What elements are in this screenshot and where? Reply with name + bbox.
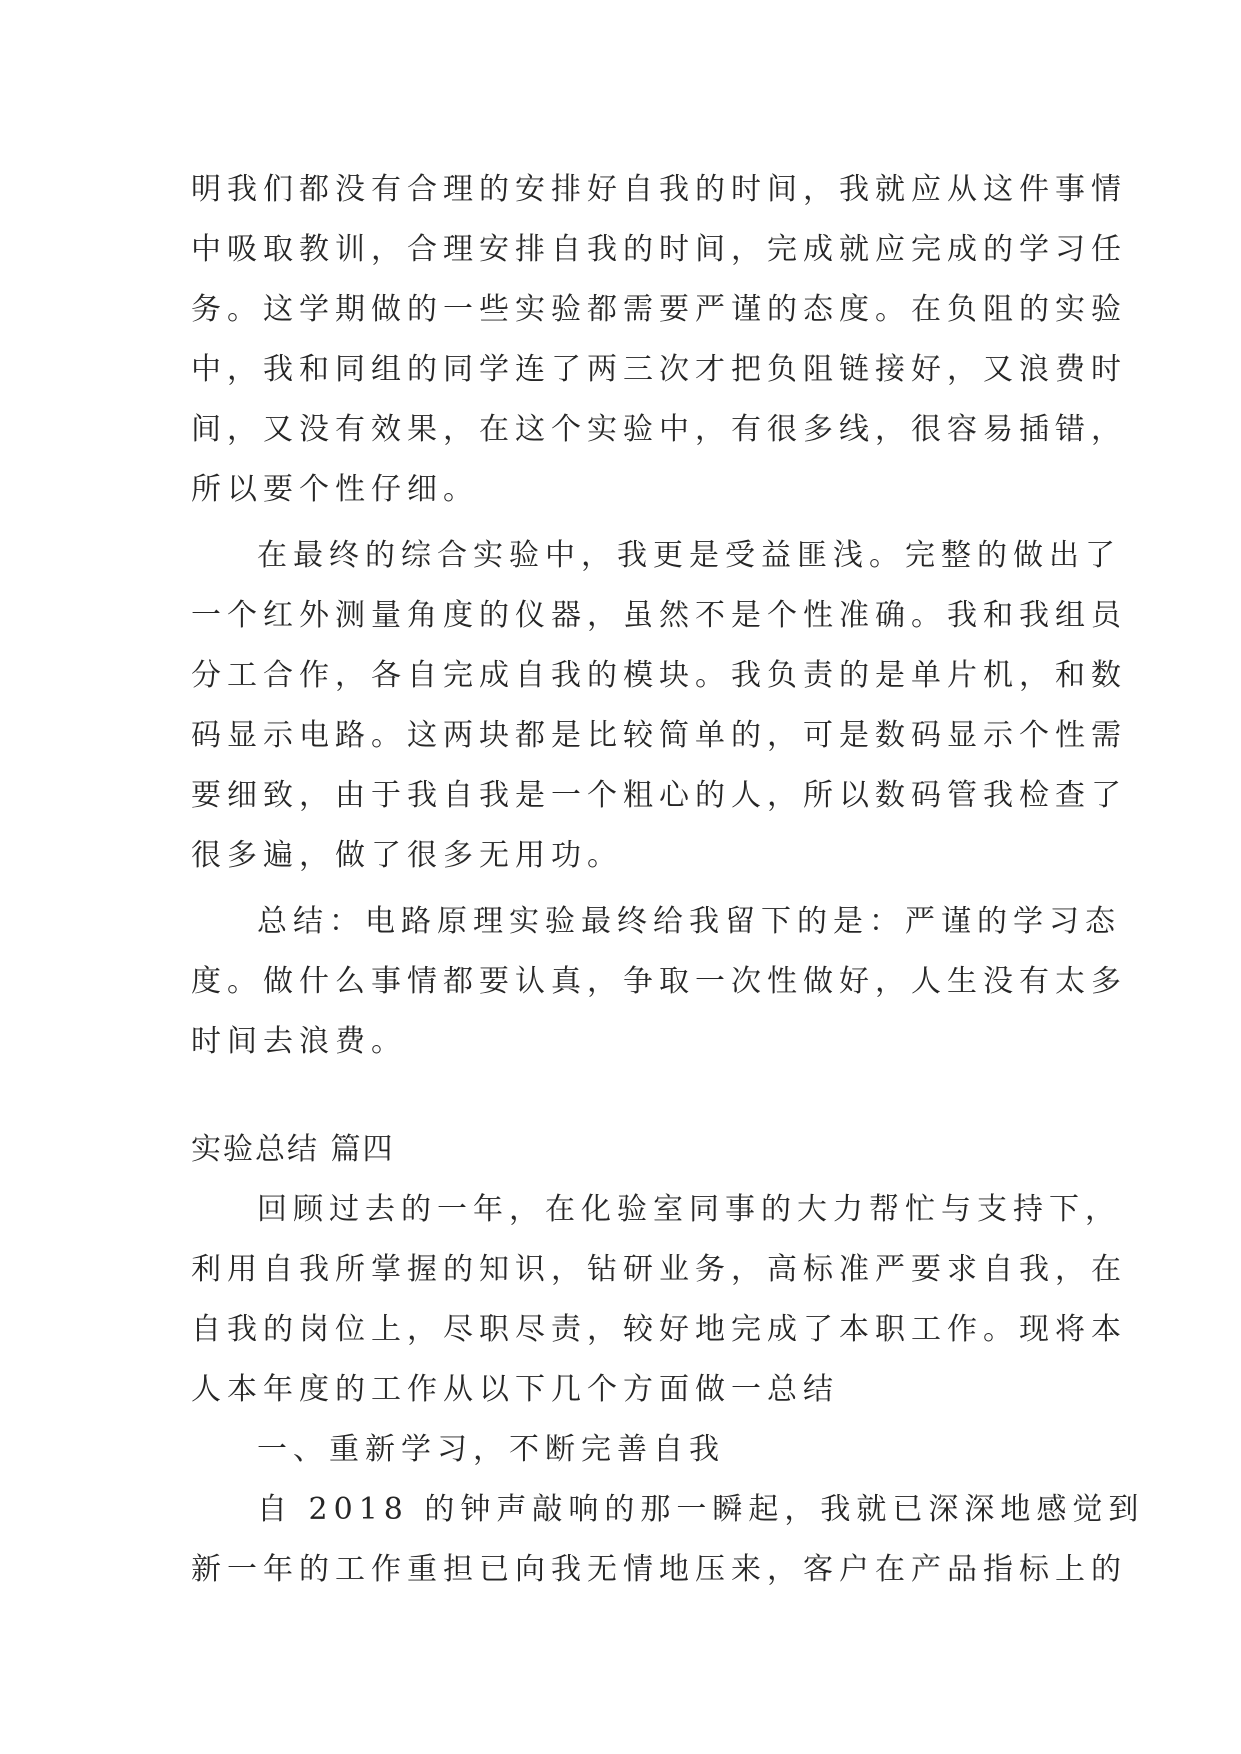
text-line: 新一年的工作重担已向我无情地压来，客户在产品指标上的 <box>191 1552 1127 1587</box>
text-line: 一、重新学习，不断完善自我 <box>257 1432 725 1467</box>
text-line: 自 2018 的钟声敲响的那一瞬起，我就已深深地感觉到 <box>257 1492 1145 1527</box>
text-line: 间，又没有效果，在这个实验中，有很多线，很容易插错， <box>191 412 1127 447</box>
text-line: 总结：电路原理实验最终给我留下的是：严谨的学习态 <box>257 904 1121 939</box>
text-line: 很多遍，做了很多无用功。 <box>191 838 623 873</box>
text-line: 自我的岗位上，尽职尽责，较好地完成了本职工作。现将本 <box>191 1312 1127 1347</box>
text-line: 中，我和同组的同学连了两三次才把负阻链接好，又浪费时 <box>191 352 1127 387</box>
text-line: 中吸取教训，合理安排自我的时间，完成就应完成的学习任 <box>191 232 1127 267</box>
text-line: 明我们都没有合理的安排好自我的时间，我就应从这件事情 <box>191 172 1127 207</box>
paragraph-comprehensive-experiment <box>191 526 1127 886</box>
text-line: 所以要个性仔细。 <box>191 472 479 507</box>
paragraph-time-management <box>191 160 1127 520</box>
text-line: 利用自我所掌握的知识，钻研业务，高标准严要求自我，在 <box>191 1252 1127 1287</box>
paragraph-summary <box>191 892 1127 1072</box>
text-line: 在最终的综合实验中，我更是受益匪浅。完整的做出了 <box>257 538 1121 573</box>
text-line: 度。做什么事情都要认真，争取一次性做好，人生没有太多 <box>191 964 1127 999</box>
text-line: 回顾过去的一年，在化验室同事的大力帮忙与支持下， <box>257 1192 1121 1227</box>
text-line: 时间去浪费。 <box>191 1024 407 1059</box>
text-line: 码显示电路。这两块都是比较简单的，可是数码显示个性需 <box>191 718 1127 753</box>
text-line: 分工合作，各自完成自我的模块。我负责的是单片机，和数 <box>191 658 1127 693</box>
paragraph-new-year <box>191 1480 1145 1600</box>
text-line: 一个红外测量角度的仪器，虽然不是个性准确。我和我组员 <box>191 598 1127 633</box>
text-line: 务。这学期做的一些实验都需要严谨的态度。在负阻的实验 <box>191 292 1127 327</box>
paragraph-year-review <box>191 1180 1127 1420</box>
text-line: 人本年度的工作从以下几个方面做一总结 <box>191 1372 839 1407</box>
subheading-relearning <box>191 1420 1071 1480</box>
section-heading: 实验总结 篇四 <box>191 1132 395 1167</box>
text-line: 要细致，由于我自我是一个粗心的人，所以数码管我检查了 <box>191 778 1127 813</box>
document-body <box>191 160 1145 1600</box>
